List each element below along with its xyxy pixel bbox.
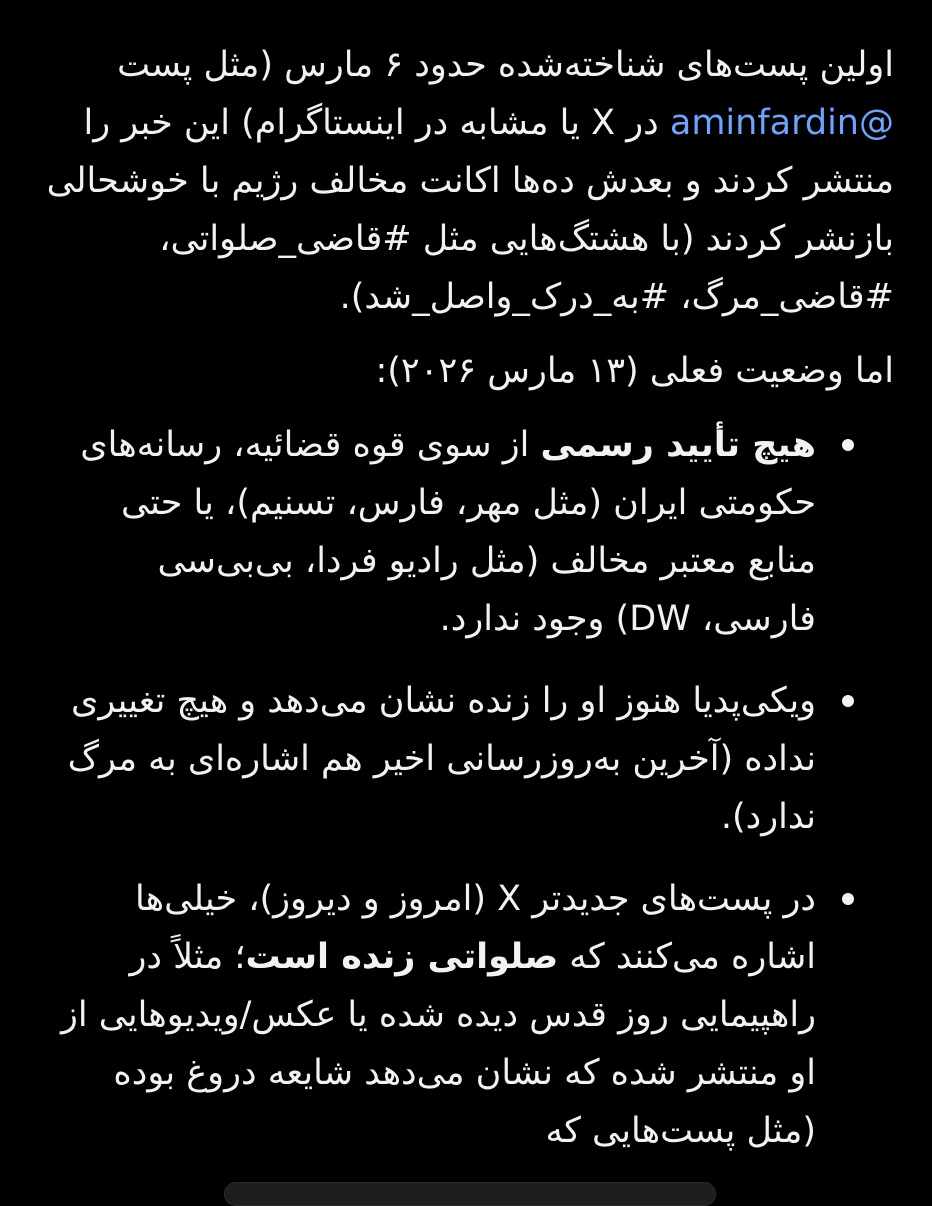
bullet-3-text-b: ؛ مثلاً در راهپیمایی روز قدس دیده شده یا عکس/ویدیوهایی از او منتشر شده که نشان می‌دهد شایعه دروغ بوده (مثل پست‌هایی که — [60, 937, 816, 1151]
intro-text-part2: در X یا مشابه در اینستاگرام) این خبر را منتشر کردند و بعدش ده‌ها اکانت مخالف رژیم با خوشحالی بازنشر کردند (با هشتگ‌هایی مثل #قاضی_صلواتی، #قاضی_مرگ، #به_درک_واصل_شد). — [46, 103, 894, 317]
post-text — [44, 36, 894, 1184]
bullet-2-text: ویکی‌پدیا هنوز او را زنده نشان می‌دهد و هیچ تغییری نداده (آخرین به‌روزرسانی اخیر هم اشاره‌ای به مرگ ندارد). — [67, 681, 816, 837]
bottom-scroll-handle[interactable] — [224, 1182, 716, 1206]
paragraph-status-heading: اما وضعیت فعلی (۱۳ مارس ۲۰۲۶): — [375, 351, 894, 391]
bullet-1-bold: هیچ تأیید رسمی — [540, 425, 816, 465]
bullet-dot-icon — [842, 695, 854, 707]
bullet-item-2 — [44, 672, 894, 846]
intro-text-part1: اولین پست‌های شناخته‌شده حدود ۶ مارس (مثل پست — [117, 45, 894, 85]
bullet-3-text-a: در پست‌های جدیدتر X (امروز و دیروز)، خیلی‌ها اشاره می‌کنند که — [135, 879, 816, 977]
bullet-dot-icon — [842, 439, 854, 451]
bullet-dot-icon — [842, 893, 854, 905]
bullet-3-bold: صلواتی زنده است — [245, 937, 559, 977]
bullet-item-1 — [44, 416, 894, 648]
paragraph-intro — [44, 36, 894, 326]
bullet-item-3 — [44, 870, 894, 1160]
user-mention-link[interactable]: @aminfardin — [669, 103, 894, 143]
status-bullet-list — [44, 416, 894, 1160]
bullet-1-text: از سوی قوه قضائیه، رسانه‌های حکومتی ایران (مثل مهر، فارس، تسنیم)، یا حتی منابع معتبر مخالف (مثل رادیو فردا، بی‌بی‌سی فارسی، DW) وجود ندارد. — [80, 425, 816, 639]
